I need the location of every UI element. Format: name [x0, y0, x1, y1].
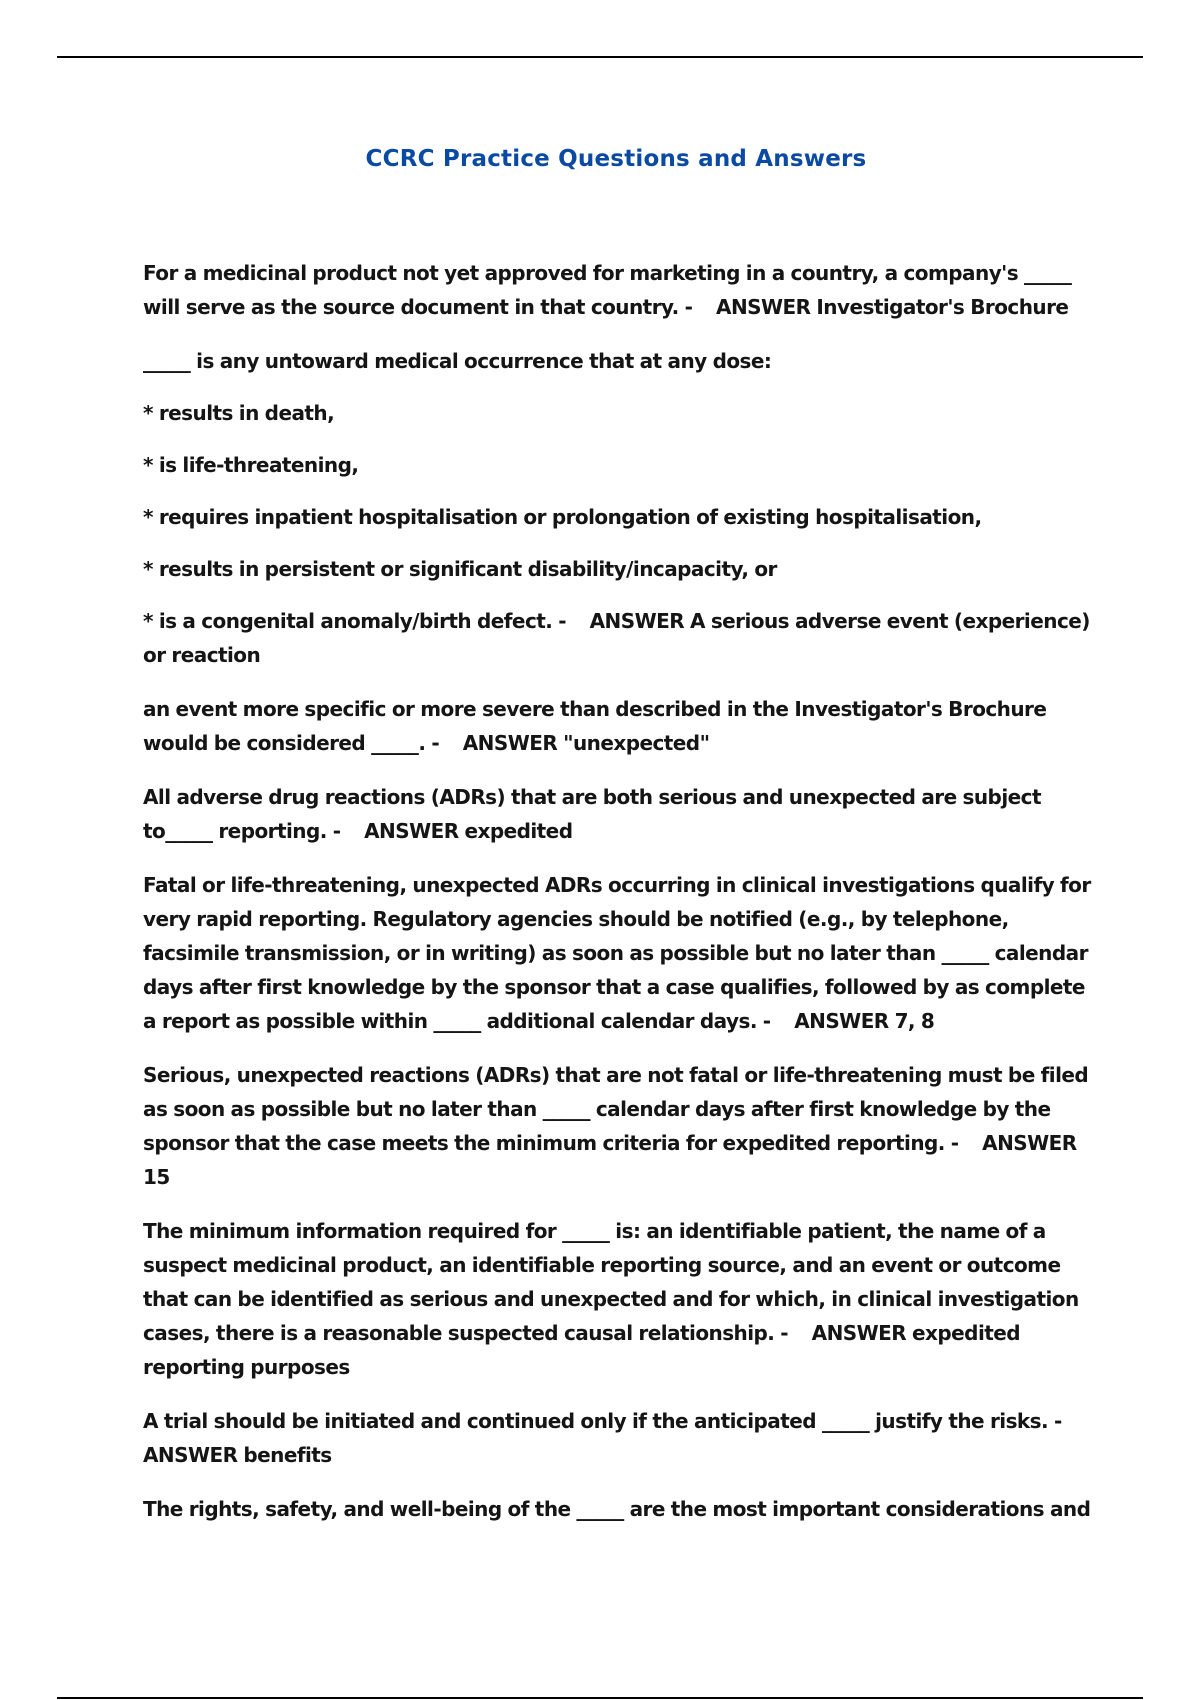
list-item: * results in death, [143, 401, 335, 425]
list-item: * results in persistent or significant disability/incapacity, or [143, 557, 777, 581]
paragraph: an event more specific or more severe than described in the Investigator's Brochure would be considered _____. - ANSWER "unexpected" [143, 697, 1053, 755]
paragraph: The minimum information required for _____ is: an identifiable patient, the name of a suspect medicinal product, an identifiable reporting source, and an event or outcome that can be identified as serious and unexpected and for which, in clinical investigation cases, there is a reasonable suspected causal relationship. - ANSWER expedited reporting purposes [143, 1219, 1085, 1379]
document-body [143, 256, 1097, 1546]
list-item: * is life-threatening, [143, 453, 359, 477]
paragraph: All adverse drug reactions (ADRs) that are both serious and unexpected are subject to_____ reporting. - ANSWER expedited [143, 785, 1047, 843]
header-rule [57, 56, 1143, 58]
list-item: * requires inpatient hospitalisation or prolongation of existing hospitalisation, [143, 505, 982, 529]
list-item: * is a congenital anomaly/birth defect. - ANSWER A serious adverse event (experience) or reaction [143, 609, 1096, 667]
document-title: CCRC Practice Questions and Answers [365, 146, 867, 172]
paragraph: _____ is any untoward medical occurrence that at any dose: [143, 349, 772, 373]
paragraph: Serious, unexpected reactions (ADRs) that are not fatal or life-threatening must be filed as soon as possible but no later than _____ calendar days after first knowledge by the sponsor that the case meets the minimum criteria for expedited reporting. - ANSWER 15 [143, 1063, 1095, 1189]
paragraph: For a medicinal product not yet approved for marketing in a country, a company's _____ will serve as the source document in that country. - ANSWER Investigator's Brochure [143, 261, 1078, 319]
footer-rule [57, 1697, 1143, 1699]
paragraph: The rights, safety, and well-being of the _____ are the most important considerations and [143, 1497, 1091, 1521]
paragraph: Fatal or life-threatening, unexpected ADRs occurring in clinical investigations qualify for very rapid reporting. Regulatory agencies should be notified (e.g., by telephone, facsimile transmission, or in writing) as soon as possible but no later than _____ calendar days after first knowledge by the sponsor that a case qualifies, followed by as complete a report as possible within _____ additional calendar days. - ANSWER 7, 8 [143, 873, 1097, 1033]
paragraph: A trial should be initiated and continued only if the anticipated _____ justify the risks. - ANSWER benefits [143, 1409, 1068, 1467]
